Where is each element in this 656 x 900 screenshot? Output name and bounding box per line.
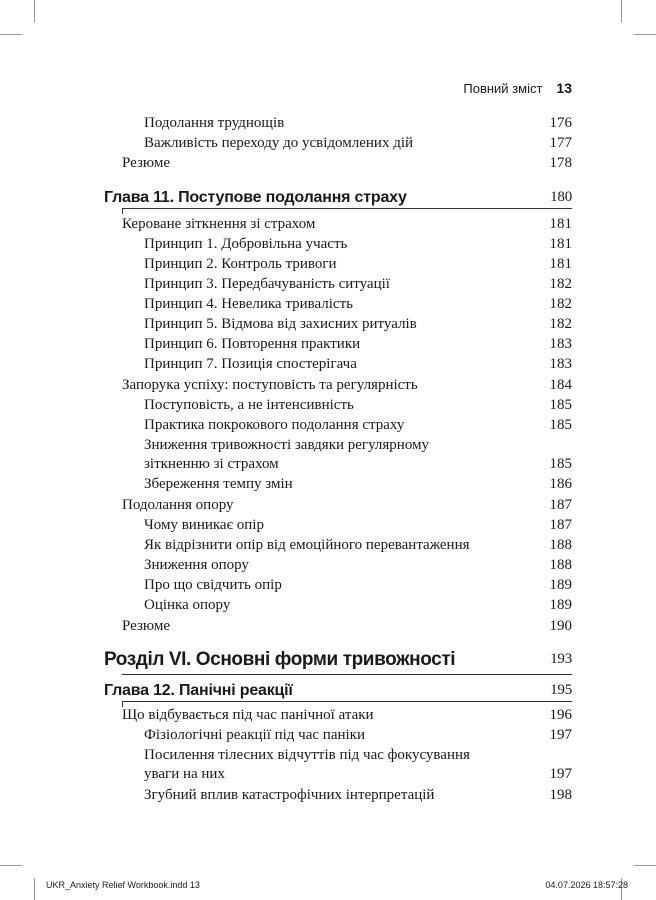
toc-entry-title: Що відбувається під час панічної атаки	[122, 707, 374, 723]
toc-entry	[0, 114, 572, 133]
toc-entry	[0, 556, 572, 575]
toc-entry	[0, 295, 572, 314]
toc-entry-title: Оцінка опору	[144, 597, 231, 613]
toc-part-entry	[0, 650, 572, 669]
toc-entry-title: Зниження опору	[144, 557, 249, 573]
toc-entry-title: Принцип 1. Добровільна участь	[144, 236, 348, 252]
toc-entry-title: Резюме	[122, 155, 171, 171]
toc-entry-title: Принцип 3. Передбачуваність ситуації	[144, 276, 390, 292]
toc-entry	[0, 215, 572, 234]
toc-entry	[0, 536, 572, 555]
toc-entry-page: 197	[549, 727, 572, 743]
toc-chapter-entry	[0, 188, 572, 207]
toc-entry-page: 183	[549, 336, 572, 352]
crop-mark	[0, 865, 22, 866]
toc-entry-title: Принцип 2. Контроль тривоги	[144, 256, 337, 272]
toc-entry-page: 196	[549, 707, 572, 723]
page-number: 13	[556, 80, 572, 96]
toc-entry-title: Важливість переходу до усвідомлених дій	[144, 135, 414, 151]
crop-mark	[634, 865, 656, 866]
toc-entry-page: 180	[550, 189, 572, 205]
toc-entry-page: 197	[549, 766, 572, 782]
toc-entry	[0, 235, 572, 254]
toc-entry-title: Посилення тілесних відчуттів під час фокусування уваги на них	[144, 747, 470, 782]
toc-entry-title: Резюме	[122, 618, 171, 634]
toc-entry-title: Принцип 6. Повторення практики	[144, 336, 361, 352]
divider-rule	[122, 674, 572, 675]
toc-entry-title: Глава 11. Поступове подолання страху	[104, 189, 407, 206]
toc-entry	[0, 355, 572, 374]
toc-entry-page: 184	[549, 377, 572, 393]
toc-entry	[0, 134, 572, 153]
toc-entry-page: 185	[549, 456, 572, 472]
toc-entry	[0, 706, 572, 725]
toc-entry	[0, 726, 572, 745]
divider-rule	[122, 701, 123, 707]
toc-entry	[0, 255, 572, 274]
toc-entry	[0, 154, 572, 173]
toc-entry	[0, 396, 572, 415]
toc-entry-page: 181	[549, 236, 572, 252]
toc-entry	[0, 315, 572, 334]
toc-entry-page: 187	[549, 497, 572, 513]
toc-entry-page: 189	[549, 597, 572, 613]
toc-entry	[0, 275, 572, 294]
toc-entry-page: 185	[549, 417, 572, 433]
footer-file: UKR_Anxiety Relief Workbook.indd 13	[46, 880, 200, 890]
toc-entry-page: 187	[549, 517, 572, 533]
crop-mark	[621, 0, 622, 22]
toc-entry-page: 189	[549, 577, 572, 593]
crop-mark	[34, 878, 35, 900]
running-head-title: Повний зміст	[463, 81, 543, 96]
toc-entry-page: 182	[549, 316, 572, 332]
toc-entry-title: Як відрізнити опір від емоційного перевантаження	[144, 537, 470, 553]
toc-entry-title: Глава 12. Панічні реакції	[104, 682, 293, 699]
toc-entry-page: 176	[549, 115, 572, 131]
toc-entry-title: Про що свідчить опір	[144, 577, 282, 593]
toc-entry-page: 181	[549, 216, 572, 232]
toc-entry	[0, 516, 572, 535]
toc-entry	[0, 617, 572, 636]
toc-entry	[0, 475, 572, 494]
divider-rule	[122, 208, 572, 209]
toc-chapter-entry	[0, 681, 572, 700]
toc-entry-page: 185	[549, 397, 572, 413]
toc-entry	[0, 376, 572, 395]
toc-entry-page: 181	[549, 256, 572, 272]
crop-mark	[634, 34, 656, 35]
toc-entry	[0, 436, 572, 474]
divider-rule	[122, 701, 572, 702]
toc-entry-title: Кероване зіткнення зі страхом	[122, 216, 316, 232]
toc-entry-title: Практика покрокового подолання страху	[144, 417, 405, 433]
toc-entry-title: Згубний вплив катастрофічних інтерпретацій	[144, 787, 435, 803]
toc-entry-page: 195	[550, 682, 572, 698]
toc-entry	[0, 335, 572, 354]
toc-entry	[0, 576, 572, 595]
toc-entry-title: Подолання труднощів	[144, 115, 285, 131]
toc-entry-title: Чому виникає опір	[144, 517, 264, 533]
toc-entry	[0, 416, 572, 435]
toc-entry-page: 182	[549, 296, 572, 312]
toc-entry-title: Принцип 4. Невелика тривалість	[144, 296, 353, 312]
footer-date: 04.07.2026 18:57:28	[545, 880, 628, 890]
toc-entry	[0, 786, 572, 805]
crop-mark	[34, 0, 35, 22]
toc-entry-page: 193	[550, 651, 572, 667]
toc-entry-page: 182	[549, 276, 572, 292]
divider-rule	[122, 208, 123, 214]
toc-entry-title: Подолання опору	[122, 497, 234, 513]
toc-entry	[0, 746, 572, 784]
running-head	[0, 80, 572, 96]
toc-entry-page: 186	[549, 476, 572, 492]
toc-entry-page: 188	[549, 537, 572, 553]
toc-entry-title: Фізіологічні реакції під час паніки	[144, 727, 365, 743]
toc-entry-title: Принцип 7. Позиція спостерігача	[144, 356, 357, 372]
toc-entry	[0, 596, 572, 615]
toc-entry-title: Принцип 5. Відмова від захисних ритуалів	[144, 316, 417, 332]
toc-entry-title: Зниження тривожності завдяки регулярному зіткненню зі страхом	[144, 437, 430, 472]
toc-entry-page: 198	[549, 787, 572, 803]
toc-entry-title: Розділ VI. Основні форми тривожності	[104, 649, 456, 670]
toc-entry-title: Поступовість, а не інтенсивність	[144, 397, 354, 413]
toc-entry-page: 177	[549, 135, 572, 151]
crop-mark	[0, 34, 22, 35]
toc-entry-page: 183	[549, 356, 572, 372]
toc-entry-page: 178	[549, 155, 572, 171]
toc-entry-title: Запорука успіху: поступовість та регулярність	[122, 377, 418, 393]
toc-entry	[0, 496, 572, 515]
toc-entry-page: 188	[549, 557, 572, 573]
toc-entry-title: Збереження темпу змін	[144, 476, 293, 492]
toc-entry-page: 190	[549, 618, 572, 634]
